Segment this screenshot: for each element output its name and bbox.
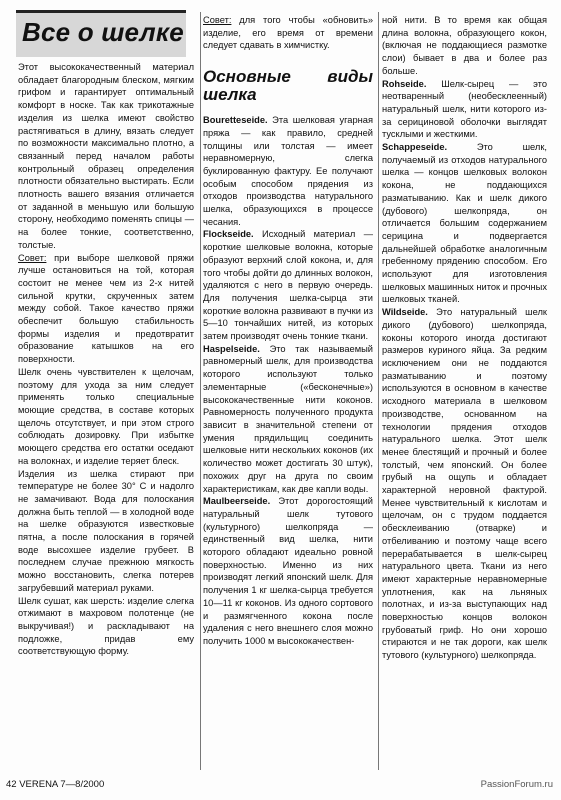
column-1 [18,61,194,791]
watermark-text: PassionForum.ru [480,779,553,790]
entry-term: Maulbeerseide. [203,496,271,507]
care-paragraph: Шелк очень чувствителен к щелочам, поэтому для ухода за ним следует применять только специальные моющие средства, в составе которых щелочь отсутствует, и при этом строго соблюдать дозировку. При избытке моющего средства его остатки оседают на волокнах, и изделие теряет блеск. [18,366,194,466]
entry-text: Это шелк, получаемый из отходов натурального шелка — концов шелковых волокон кокона, не поддающихся разматыванию. Как и шелк дикого (дубового) шелкопряда, он отличается большим содержанием серицина и подвергается дальнейшей обработке аналогичным гребенному прядению способом. Его используют для изготовления шелковых машинных ниток и прочных шелковых тканей. [382,142,547,305]
page-title: Все о шелке [22,17,184,47]
drying-paragraph: Шелк сушат, как шерсть: изделие слегка отжимают в махровом полотенце (не выкручивая!) и раскладывают на подложке, придав ему соответствующую форму. [18,595,194,657]
section-heading: Основные виды шелка [203,67,373,105]
tip-text: при выборе шелковой пряжи лучше остановиться на той, которая состоит не менее чем из 2-х нитей сильной крутки, скрученных затем между собой. Такое качество пряжи обеспечит большую стабильность формы изделия и предотвратит образование катышков на его поверхности. [18,252,194,365]
entry-term: Rohseide. [382,78,427,89]
tip-text-2: для того чтобы «обновить» изделие, его время от времени следует сдавать в химчистку. [203,15,373,51]
entry-bourette [203,114,373,228]
column-divider-right [378,12,379,770]
entry-text: Это натуральный шелк дикого (дубового) шелкопряда, коконы которого иногда достигают размеров куриного яйца. За редким исключением они не поддаются разматыванию и поэтому используются в основном в качестве исходного материала в шелковом производстве, основанном на технологии прядения отходов натурального шелка. Этот шелк менее блестящий и прочный и более толстый, чем японский. Он более грубый на ощупь и обладает характерной неровной фактурой. Менее чувствительный к кислотам и щелочам, он с трудом поддается обесклеиванию (отварке) и отбеливанию и поэтому чаще всего перерабатывается в шелк-сырец натурального цвета. Ткани из него имеют характерные неравномерные уплотнения, как на льняных полотнах, и из-за выступающих над поверхностью концов волокон грубоватый гриф. Но они хорошо стираются и не так дороги, как шелк тутового (культурного) шелкопряда. [382,307,547,661]
entry-text: Этот дорогостоящий натуральный шелк тутового (культурного) шелкопряда — единственный вид шелка, нити которого обладают идеально ровной поверхностью. Именно из них производят легкий японский шелк. Для получения 1 кг шелка-сырца требуется 10—11 кг коконов. Из одного сортового и размягченного кокона после удаления с него внешнего слоя можно получить 1000 м высококачествен- [203,496,373,646]
entry-flock [203,228,373,342]
entry-term: Wildseide. [382,307,428,318]
continued-paragraph: ной нити. В то время как общая длина волокна, образующего кокон, (включая не поддающиеся размотке слои) бывает в два и более раз больше. [382,15,547,76]
entry-text: Исходный материал — короткие шелковые волокна, которые образуют верхний слой кокона, и, для того чтобы дойти до длинных волокон, удаляются с него в первую очередь. Для получения шелка-сырца эти короткие волокна развивают в пучки из 5—10 тончайших нитей, из которых затем производят очень тонкие ткани. [203,229,373,342]
column-3 [382,14,547,754]
tip-label-2: Совет: [203,15,232,25]
entry-term: Bouretteseide. [203,115,268,126]
tip-label: Совет: [18,252,47,263]
entry-term: Haspelseide. [203,343,260,354]
entry-term: Schappeseide. [382,142,448,153]
entry-schappe [382,141,547,306]
entry-term: Flockseide. [203,229,254,240]
tip-paragraph-2 [203,14,373,52]
entry-text: Шелк-сырец — это неотваренный (необесклеенный) натуральный шелк, нити которого из-за серициновой оболочки выглядят тусклыми и жесткими. [382,78,547,140]
entry-maulbeer [203,495,373,647]
title-banner [16,10,186,57]
intro-paragraph: Этот высококачественный материал обладает благородным блеском, мягким грифом и гарантирует оптимальный комфорт в носке. Так как трикотажные изделия из шелка имеют свойство растягиваться в длину, вязать следует по возможности максимально плотно, а связанный перед началом работы контрольный образец определения плотности обязательно выстирать. Если плотность вашего вязания отличается от заданной в меньшую или большую сторону, необходимо поменять спицы — на более тонкие, соответственно, толстые. [18,62,194,250]
entry-text: Эта шелковая угарная пряжа — как правило, средней толщины или толстая — имеет неравномерную, слегка буклированную фактуру. Ее получают особым способом прядения из отходов производства натурального шелка, образующихся в процессе чесания. [203,115,373,227]
washing-paragraph: Изделия из шелка стирают при температуре не более 30° С и надолго не замачивают. Вода для полоскания должна быть теплой — в холодной воде на шелке образуются известковые пятна, а после полоскания в горячей воде высохшее изделие грубеет. В последнем случае прежнюю мягкость можно восстановить, слегка потерев загрубевший материал руками. [18,468,194,593]
tip-paragraph [18,252,194,366]
entry-roh [382,78,547,142]
page-footer-issue: 42 VERENA 7—8/2000 [6,779,105,790]
column-divider-left [200,12,201,770]
entry-haspel [203,343,373,495]
column-2 [203,14,373,754]
entry-text: Это так называемый равномерный шелк, для производства которого используют только элементарные («бесконечные») высококачественные нити коконов. Равномерность полученного продукта зависит в значительной степени от умения прядильщиц соединить шелковые нити нескольких коконов (их количество может достигать 30 штук), похожих друг на друга по своим характеристикам, как две капли воды. [203,343,373,494]
entry-wild [382,306,547,662]
